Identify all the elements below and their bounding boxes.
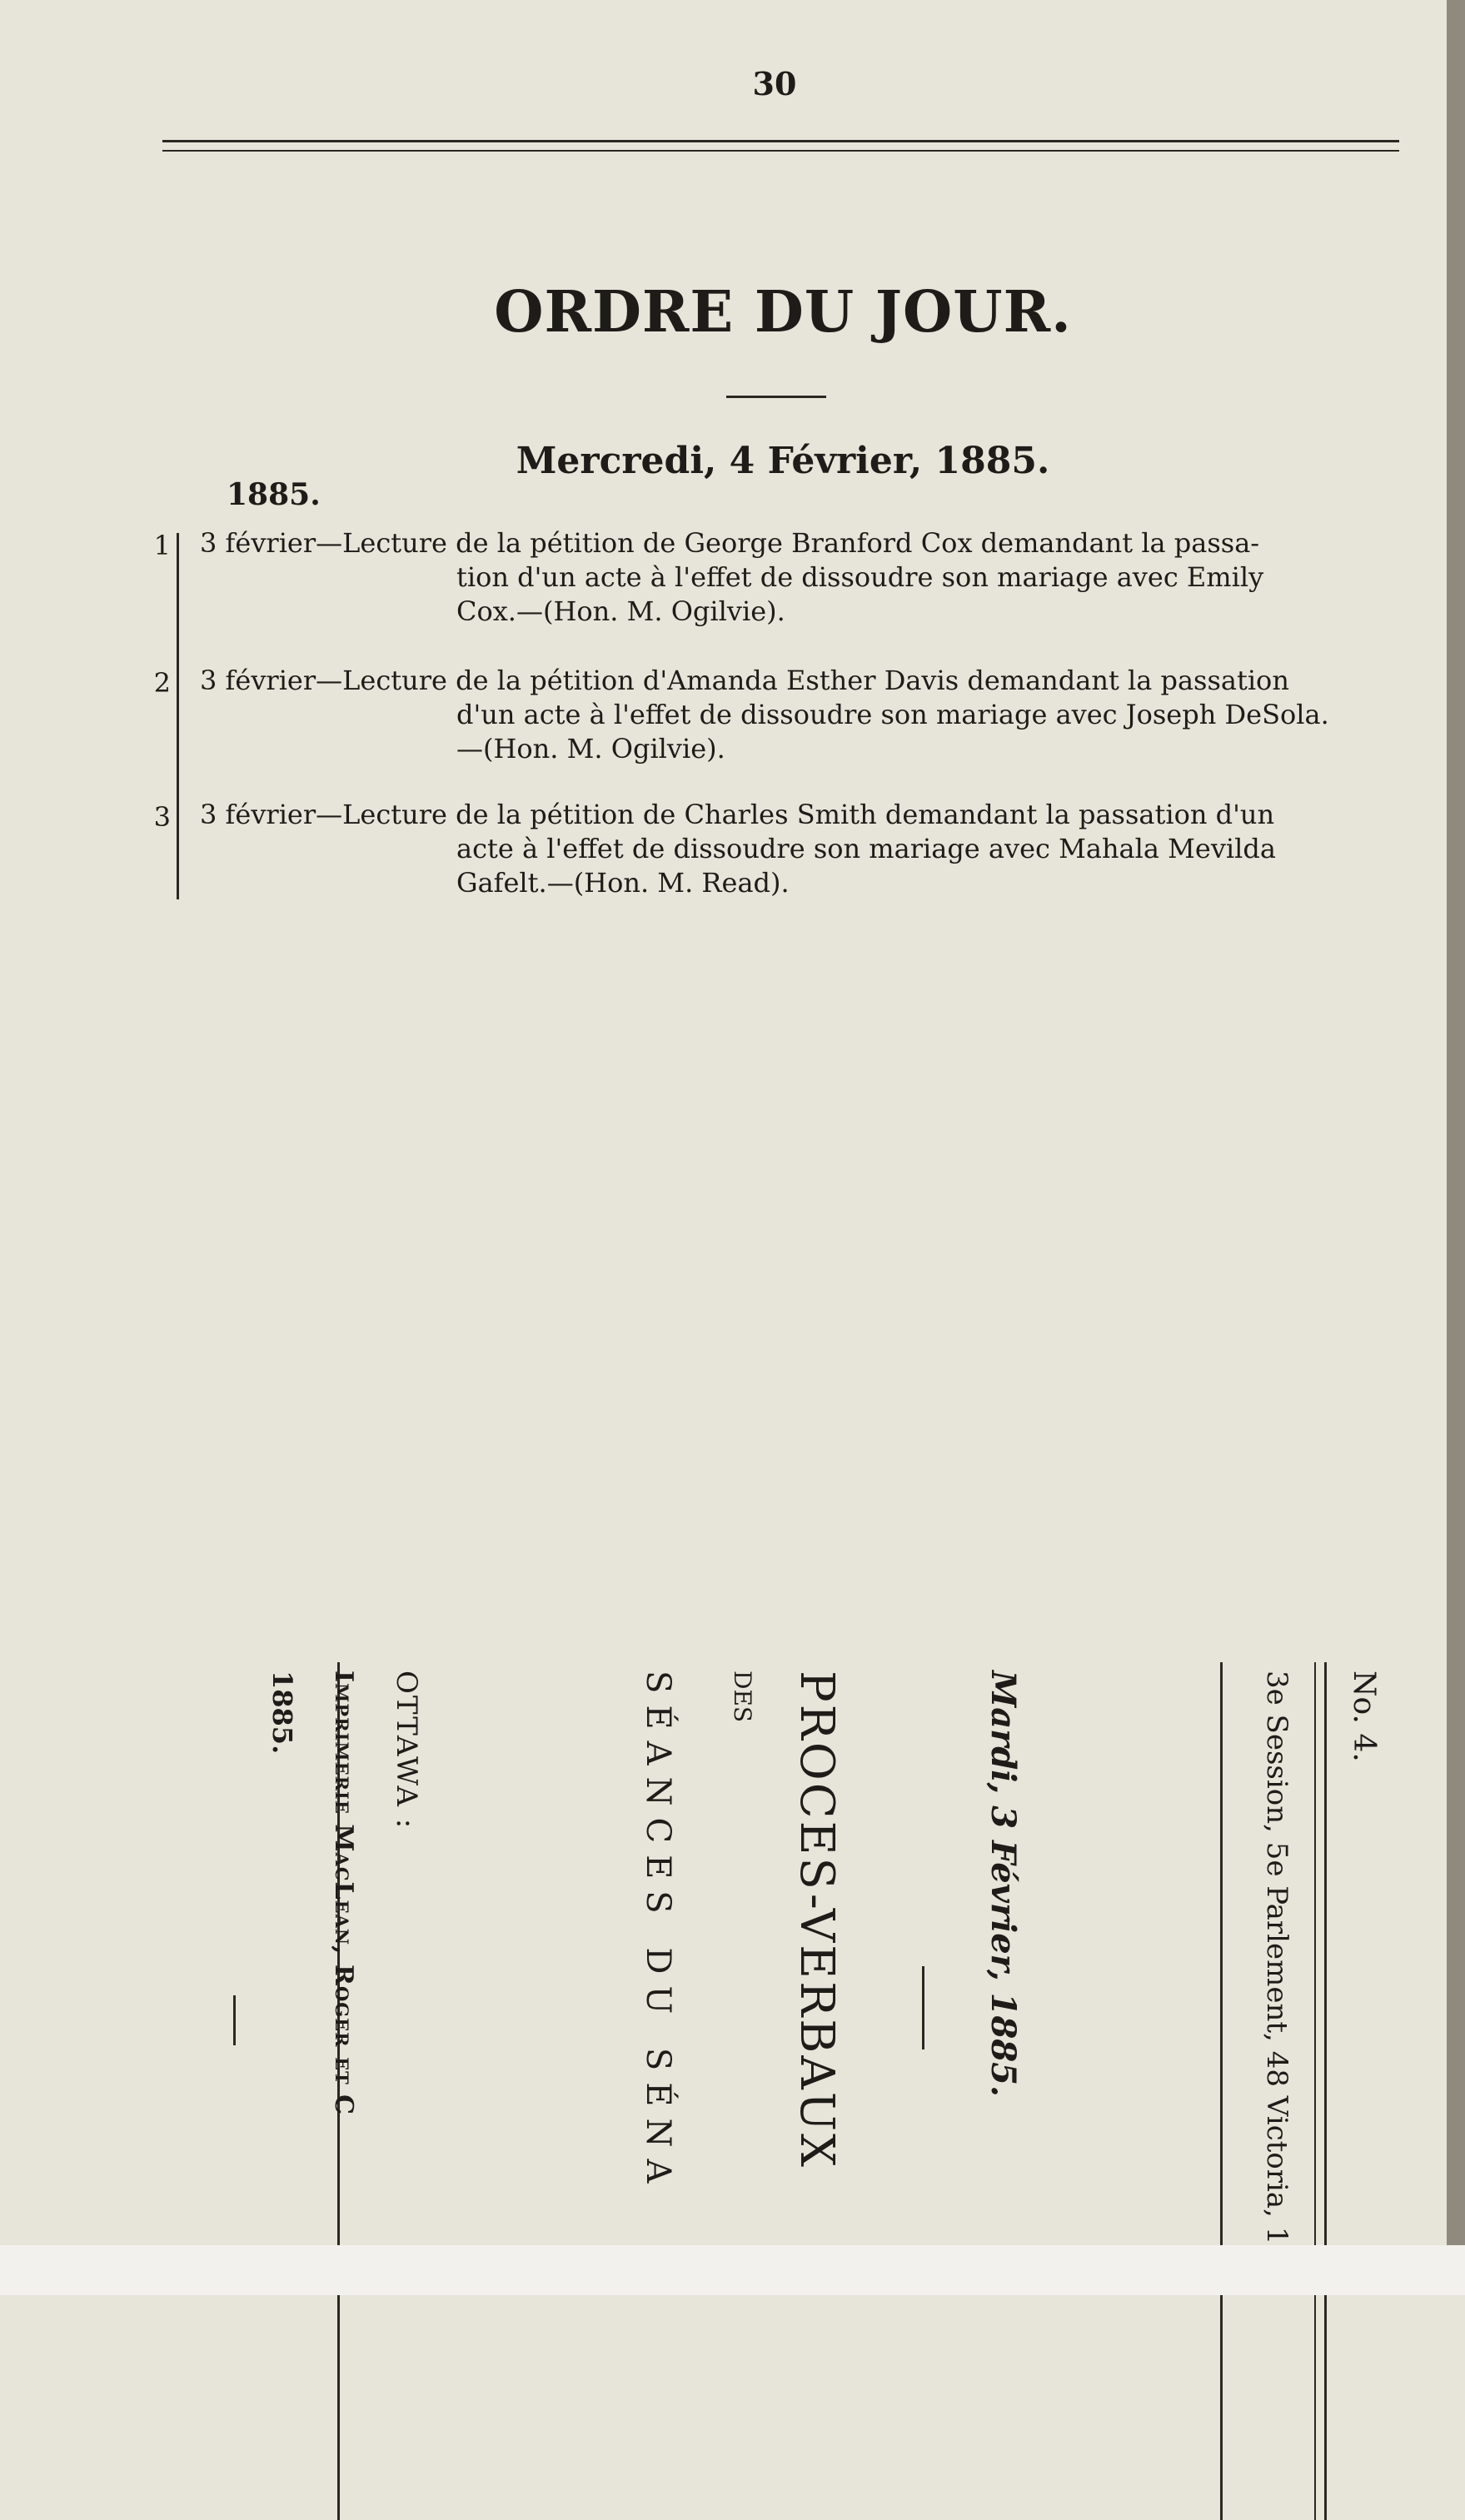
title-dash [726,396,826,398]
orders-date: Mercredi, 4 Février, 1885. [516,440,1050,482]
header-double-rule [162,140,1399,152]
item-line: d'un acte à l'effet de dissoudre son mariage avec Joseph DeSola. [456,699,1329,730]
items-margin-rule [177,533,179,899]
page-number: 30 [752,65,797,102]
title-page-short-rule [922,1966,924,2049]
item-number: 1 [153,530,171,561]
item-number: 3 [153,801,171,833]
item-line: Gafelt.—(Hon. M. Read). [456,867,790,899]
title-page-double-rule [1314,1662,1327,2520]
title-page-number: No. 4. [1347,1671,1381,1762]
item-line: —(Hon. M. Ogilvie). [456,733,725,764]
seances-heading: SÉANCES DU SÉNA [639,1671,677,2195]
page-edge-shadow [1447,0,1465,2295]
order-item [200,664,1412,766]
order-item [200,526,1412,629]
item-line: tion d'un acte à l'effet de dissoudre son mariage avec Emily [456,561,1264,593]
item-line: acte à l'effet de dissoudre son mariage avec Mahala Mevilda [456,833,1276,864]
ottawa-line: OTTAWA : [390,1671,423,1830]
order-item [200,798,1412,900]
orders-year: 1885. [227,477,321,512]
item-lead: 3 février—Lecture de la pétition d'Amanda Esther Davis demandant la passation [200,665,1289,696]
item-lead: 3 février—Lecture de la pétition de Charles Smith demandant la passation d'un [200,799,1275,830]
proces-verbaux-heading: PROCES-VERBAUX [790,1671,844,2169]
des-word: DES [729,1671,756,1723]
rotated-title-page [136,1671,1381,2512]
item-lead: 3 février—Lecture de la pétition de George Branford Cox demandant la passa- [200,527,1260,559]
session-line: 3e Session, 5e Parlement, 48 Victoria, 1 [1260,1671,1293,2245]
bleed-through-texture [350,192,376,221]
title-page-year: 1885. [267,1671,298,1755]
orders-title: ORDRE DU JOUR. [494,279,1072,346]
item-number: 2 [153,667,171,699]
title-page-rule [1220,1662,1223,2520]
title-page-date: Mardi, 3 Février, 1885. [984,1671,1023,2097]
title-page-short-rule [233,1995,236,2045]
item-line: Cox.—(Hon. M. Ogilvie). [456,595,785,627]
printer-line: Imprimerie MacLean, Roger et C [329,1671,358,2116]
scan-bottom-margin [0,2245,1465,2295]
